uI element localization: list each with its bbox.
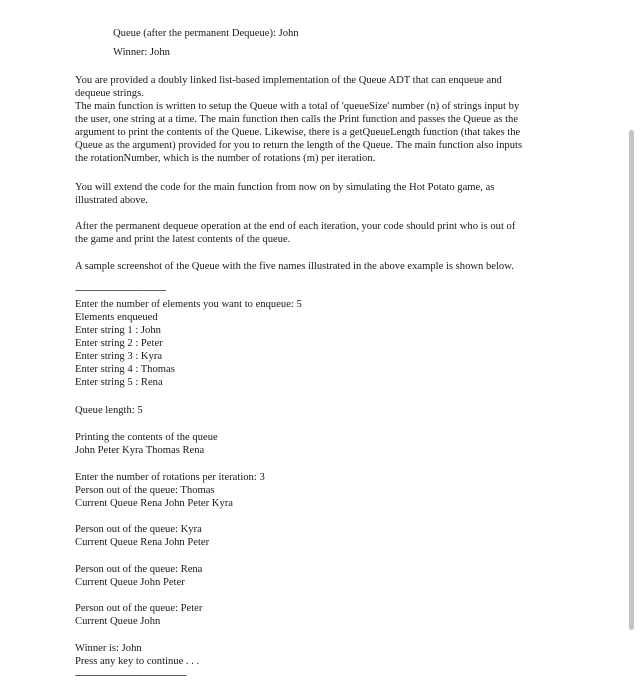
queue-after-dequeue-line: Queue (after the permanent Dequeue): John [113,28,299,39]
queue-length-line: Queue length: 5 [75,405,143,416]
divider-bottom: -------------------------------------- [75,670,187,681]
console-line: Enter string 3 : Kyra [75,351,163,362]
paragraph-line: After the permanent dequeue operation at the end of each iteration, your code should print who is out of [75,221,516,232]
winner-line: Winner: John [113,47,170,58]
console-line: Press any key to continue . . . [75,656,200,667]
paragraph-line: You are provided a doubly linked list-based implementation of the Queue ADT that can enqueue and [75,75,502,86]
console-line: Enter the number of elements you want to enqueue: 5 [75,299,302,310]
console-line: Enter string 2 : Peter [75,338,163,349]
vertical-scrollbar[interactable] [629,130,634,630]
console-line: Person out of the queue: Thomas [75,485,215,496]
paragraph-line: The main function is written to setup the Queue with a total of 'queueSize' number (n) of strings input by [75,101,520,112]
console-line: Current Queue Rena John Peter Kyra [75,498,233,509]
paragraph-line: the rotationNumber, which is the number of rotations (m) per iteration. [75,153,376,164]
console-line: Winner is: John [75,643,142,654]
console-line: Enter the number of rotations per iteration: 3 [75,472,265,483]
paragraph-line: argument to print the contents of the Queue. Likewise, there is a getQueueLength function (that takes the [75,127,521,138]
console-line: Enter string 1 : John [75,325,161,336]
divider-top: ------------------------------- [75,285,166,296]
paragraph-line: the user, one string at a time. The main function then calls the Print function and passes the Queue as the [75,114,519,125]
paragraph-4: A sample screenshot of the Queue with the five names illustrated in the above example is shown below. [75,261,514,272]
console-line: John Peter Kyra Thomas Rena [75,445,205,456]
paragraph-line: You will extend the code for the main function from now on by simulating the Hot Potato game, as [75,182,495,193]
console-line: Person out of the queue: Peter [75,603,203,614]
console-line: Current Queue Rena John Peter [75,537,210,548]
paragraph-line: the game and print the latest contents of the queue. [75,234,291,245]
paragraph-line: dequeue strings. [75,88,144,99]
console-line: Person out of the queue: Rena [75,564,203,575]
console-line: Enter string 5 : Rena [75,377,163,388]
console-line: Printing the contents of the queue [75,432,218,443]
paragraph-line: illustrated above. [75,195,148,206]
console-line: Current Queue John Peter [75,577,185,588]
paragraph-line: Queue as the argument) provided for you to return the length of the Queue. The main function also inputs [75,140,523,151]
console-line: Person out of the queue: Kyra [75,524,202,535]
console-line: Elements enqueued [75,312,158,323]
console-line: Current Queue John [75,616,161,627]
console-line: Enter string 4 : Thomas [75,364,175,375]
